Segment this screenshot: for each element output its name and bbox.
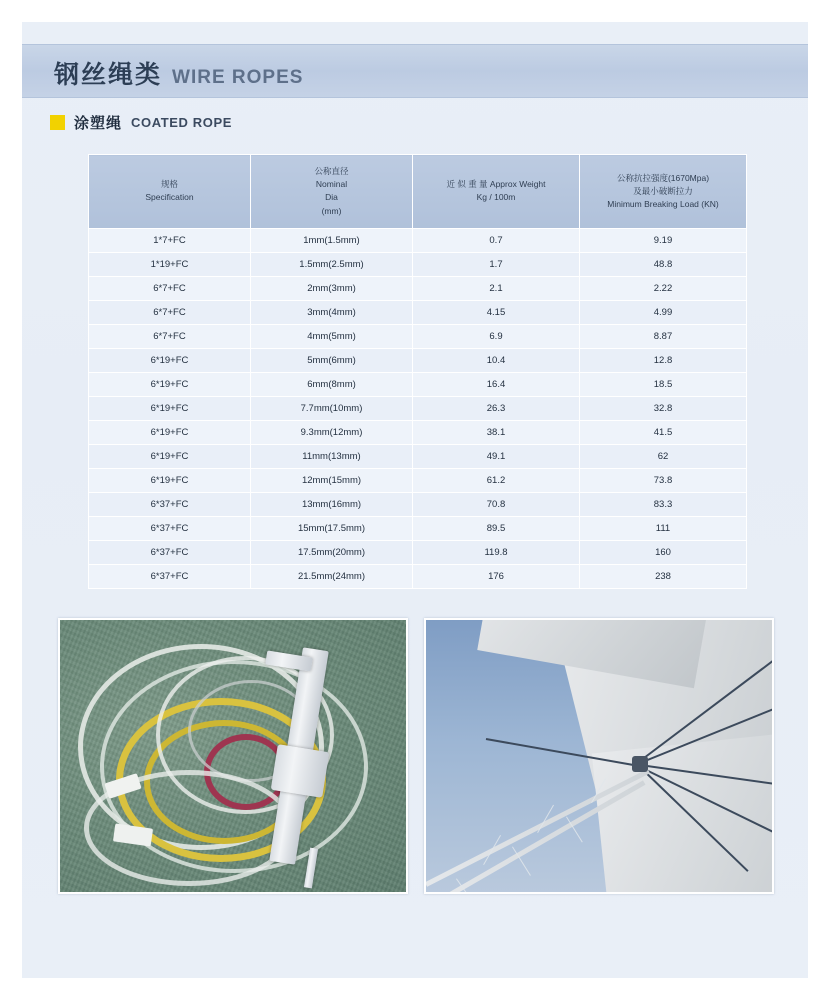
cell-approx-weight: 4.15 [413, 300, 580, 324]
cell-approx-weight: 16.4 [413, 372, 580, 396]
page-title-cn: 钢丝绳类 [54, 61, 163, 89]
mast-head-fitting [632, 756, 648, 772]
column-header-line: Nominal [315, 179, 348, 190]
cell-nominal-dia: 11mm(13mm) [251, 444, 413, 468]
specification-table-body [89, 228, 747, 588]
cell-approx-weight: 6.9 [413, 324, 580, 348]
section-heading [50, 112, 232, 133]
column-header-breaking-load [580, 155, 747, 229]
column-header-nominal-dia [251, 155, 413, 229]
cell-specification: 6*19+FC [89, 468, 251, 492]
cell-specification: 1*19+FC [89, 252, 251, 276]
cell-breaking-load: 48.8 [580, 252, 747, 276]
cell-approx-weight: 2.1 [413, 276, 580, 300]
section-heading-en: COATED ROPE [131, 115, 232, 130]
cell-specification: 6*37+FC [89, 540, 251, 564]
cell-specification: 6*7+FC [89, 300, 251, 324]
table-row [89, 372, 747, 396]
column-header-line: 近 似 重 量 Approx Weight [446, 179, 546, 190]
table-row [89, 540, 747, 564]
cell-nominal-dia: 15mm(17.5mm) [251, 516, 413, 540]
cell-nominal-dia: 4mm(5mm) [251, 324, 413, 348]
cell-nominal-dia: 1.5mm(2.5mm) [251, 252, 413, 276]
cell-approx-weight: 89.5 [413, 516, 580, 540]
cell-breaking-load: 41.5 [580, 420, 747, 444]
cell-nominal-dia: 5mm(6mm) [251, 348, 413, 372]
column-header-specification [89, 155, 251, 229]
table-row [89, 492, 747, 516]
cell-breaking-load: 32.8 [580, 396, 747, 420]
table-row [89, 324, 747, 348]
table-row [89, 444, 747, 468]
cell-breaking-load: 4.99 [580, 300, 747, 324]
column-header-line: 规格 [160, 179, 178, 190]
table-row [89, 468, 747, 492]
cell-specification: 6*7+FC [89, 276, 251, 300]
cell-breaking-load: 160 [580, 540, 747, 564]
column-header-line: 及最小破断拉力 [633, 185, 693, 196]
cell-approx-weight: 61.2 [413, 468, 580, 492]
cell-specification: 1*7+FC [89, 228, 251, 252]
cell-nominal-dia: 7.7mm(10mm) [251, 396, 413, 420]
column-header-line: 公称抗拉强度(1670Mpa) [616, 172, 710, 183]
cell-nominal-dia: 3mm(4mm) [251, 300, 413, 324]
cell-breaking-load: 73.8 [580, 468, 747, 492]
cell-approx-weight: 119.8 [413, 540, 580, 564]
photo-coated-wire-rope-coils-with-caliper [58, 618, 408, 894]
cell-approx-weight: 0.7 [413, 228, 580, 252]
catalog-sheet [22, 22, 808, 978]
cell-breaking-load: 111 [580, 516, 747, 540]
cell-nominal-dia: 2mm(3mm) [251, 276, 413, 300]
table-row [89, 300, 747, 324]
cell-nominal-dia: 6mm(8mm) [251, 372, 413, 396]
cell-specification: 6*19+FC [89, 420, 251, 444]
cell-approx-weight: 10.4 [413, 348, 580, 372]
cell-breaking-load: 12.8 [580, 348, 747, 372]
cell-specification: 6*37+FC [89, 492, 251, 516]
cell-breaking-load: 83.3 [580, 492, 747, 516]
table-row [89, 252, 747, 276]
specification-table [88, 154, 747, 589]
cell-specification: 6*7+FC [89, 324, 251, 348]
column-header-approx-weight [413, 155, 580, 229]
table-row [89, 228, 747, 252]
cell-specification: 6*19+FC [89, 348, 251, 372]
cell-approx-weight: 176 [413, 564, 580, 588]
table-row [89, 348, 747, 372]
cell-approx-weight: 26.3 [413, 396, 580, 420]
table-row [89, 276, 747, 300]
page-title [54, 55, 303, 91]
table-header-row [89, 155, 747, 229]
cell-breaking-load: 238 [580, 564, 747, 588]
section-heading-cn: 涂塑绳 [74, 115, 123, 132]
cell-nominal-dia: 9.3mm(12mm) [251, 420, 413, 444]
cell-nominal-dia: 13mm(16mm) [251, 492, 413, 516]
table-row [89, 564, 747, 588]
cell-nominal-dia: 21.5mm(24mm) [251, 564, 413, 588]
column-header-line: Specification [145, 192, 194, 203]
cell-breaking-load: 8.87 [580, 324, 747, 348]
cell-nominal-dia: 1mm(1.5mm) [251, 228, 413, 252]
column-header-line: (mm) [321, 205, 342, 216]
cell-approx-weight: 38.1 [413, 420, 580, 444]
cell-approx-weight: 1.7 [413, 252, 580, 276]
cell-approx-weight: 49.1 [413, 444, 580, 468]
cell-specification: 6*19+FC [89, 372, 251, 396]
photo-crane-mast-with-coated-ropes [424, 618, 774, 894]
square-bullet-icon [50, 115, 65, 130]
cell-breaking-load: 9.19 [580, 228, 747, 252]
product-photo-gallery [58, 618, 774, 894]
table-row [89, 420, 747, 444]
column-header-line: 公称直径 [314, 166, 349, 176]
table-row [89, 516, 747, 540]
cell-approx-weight: 70.8 [413, 492, 580, 516]
table-row [89, 396, 747, 420]
cell-specification: 6*37+FC [89, 564, 251, 588]
cell-nominal-dia: 17.5mm(20mm) [251, 540, 413, 564]
cell-specification: 6*37+FC [89, 516, 251, 540]
cell-specification: 6*19+FC [89, 396, 251, 420]
cell-breaking-load: 62 [580, 444, 747, 468]
column-header-line: Minimum Breaking Load (KN) [607, 198, 719, 209]
column-header-line: Kg / 100m [476, 192, 516, 203]
cell-specification: 6*19+FC [89, 444, 251, 468]
vernier-caliper-slider [271, 744, 330, 798]
cell-breaking-load: 18.5 [580, 372, 747, 396]
page-title-en: WIRE ROPES [172, 67, 304, 88]
cell-nominal-dia: 12mm(15mm) [251, 468, 413, 492]
cell-breaking-load: 2.22 [580, 276, 747, 300]
specification-table-wrap [88, 154, 746, 589]
column-header-line: Dia [325, 192, 338, 203]
